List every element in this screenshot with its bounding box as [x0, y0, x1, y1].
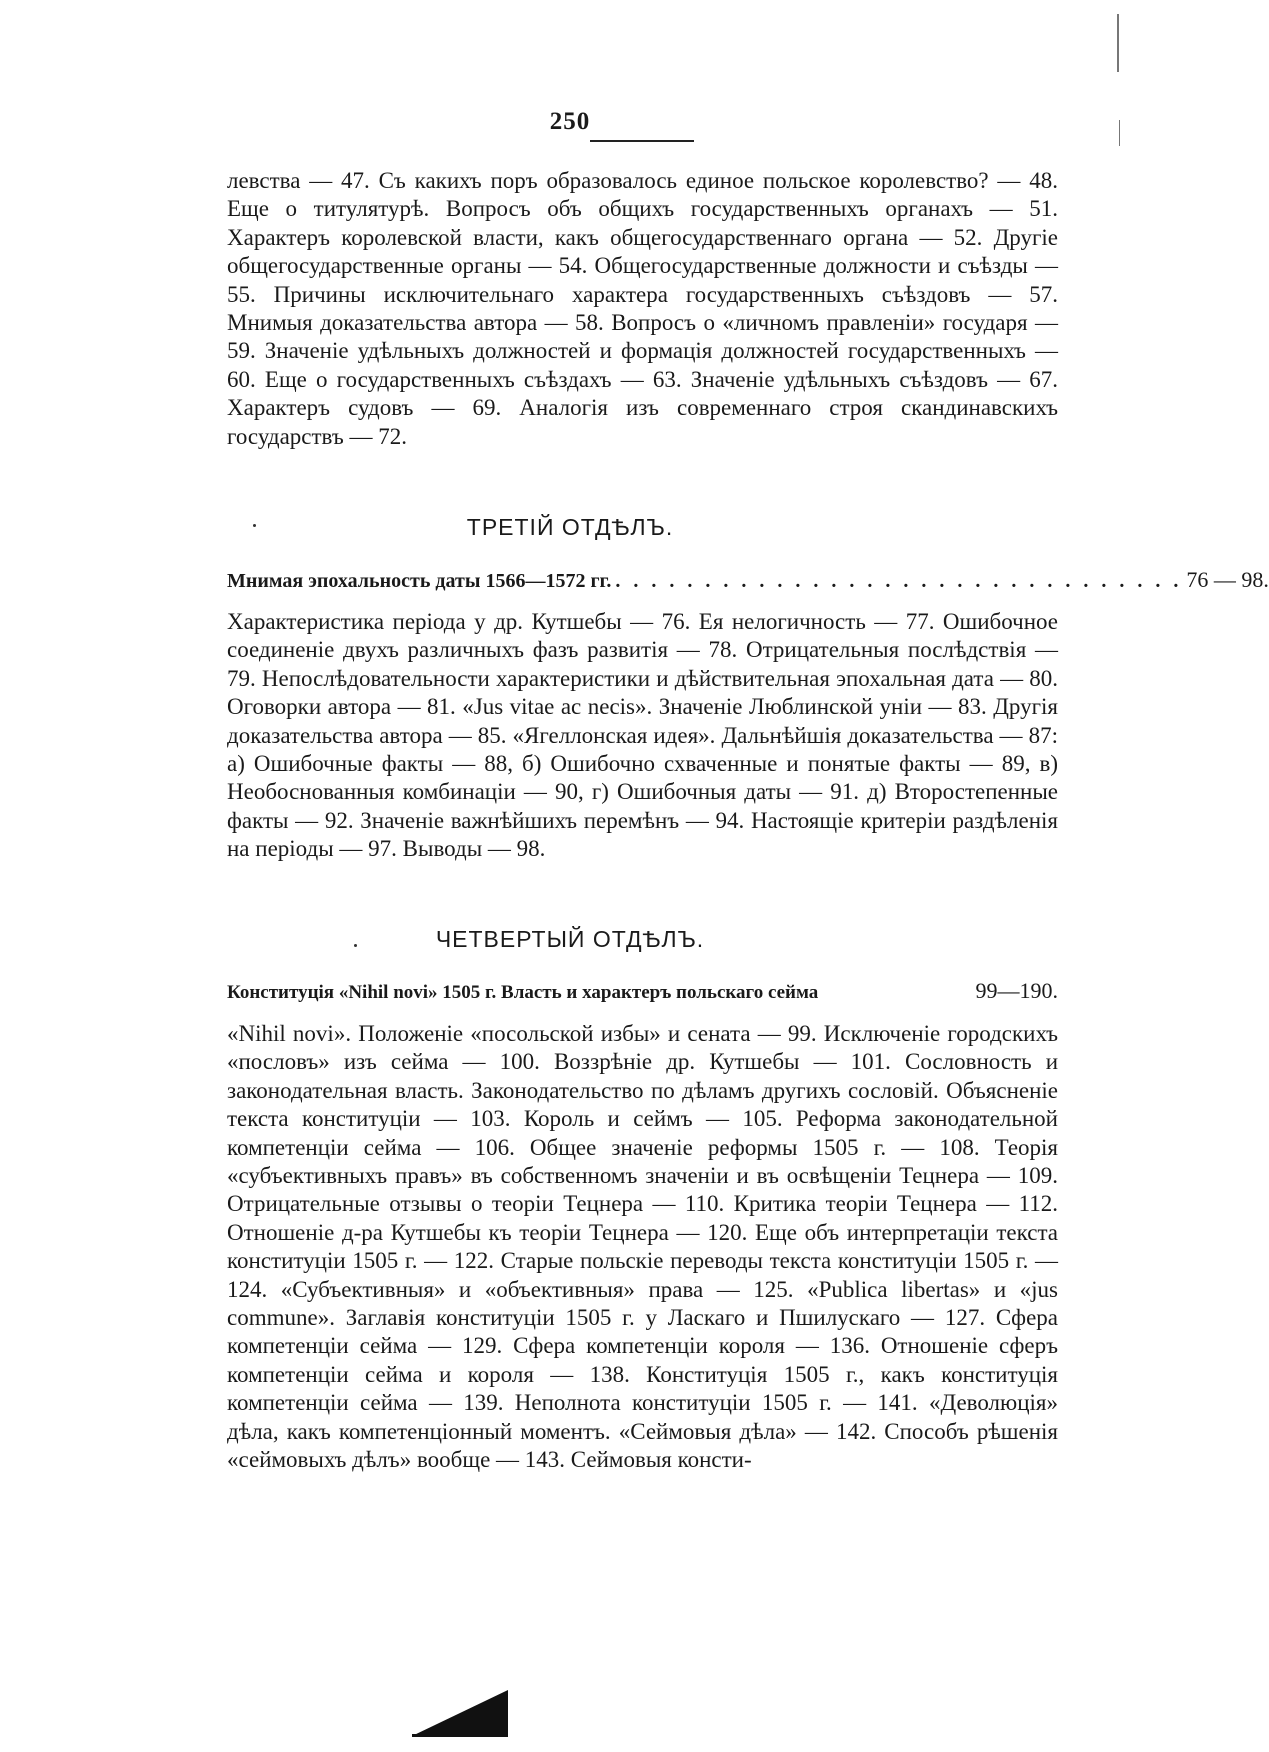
summary-title-fourth: Конституція «Nihil novi» 1505 г. Власть и характеръ польскаго сейма — [227, 982, 819, 1003]
paragraph-section3: Характеристика періода у др. Кутшебы — 76. Ея нелогичность — 77. Ошибочное соединеніе двухъ различныхъ фазъ развитія — 78. Отрицательныя послѣдствія — 79. Непослѣдовательности характеристики и дѣйствительная эпохальная дата — 80. Оговорки автора — 81. «Jus vitae ac necis». Значеніе Люблинской уніи — 83. Другія доказательства автора — 85. «Ягеллонская идея». Дальнѣйшія доказательства — 87: а) Ошибочные факты — 88, б) Ошибочно схваченные и понятые факты — 89, в) Необоснованныя комбинаціи — 90, г) Ошибочныя даты — 91. д) Второстепенные факты — 92. Значеніе важнѣйшихъ перемѣнъ — 94. Настоящіе критеріи раздѣленія на періоды — 97. Выводы — 98. — [227, 609, 1058, 862]
scan-wedge-mark — [412, 1686, 510, 1738]
section-summary-fourth — [227, 978, 1058, 1004]
block-section3 — [227, 608, 1058, 864]
paragraph-section4: «Nihil novi». Положеніе «посольской избы» и сената — 99. Исключеніе городскихъ «пословъ» изъ сейма — 100. Воззрѣніе др. Кутшебы — 101. Сословность и законодательная власть. Законодательство по дѣламъ другихъ сословій. Объясненіе текста конституціи — 103. Король и сеймъ — 105. Реформа законодательной компетенціи сейма — 106. Общее значеніе реформы 1505 г. — 108. Теорія «субъективныхъ правъ» въ собственномъ значеніи и въ освѣщеніи Тецнера — 109. Отрицательные отзывы о теоріи Тецнера — 110. Критика теоріи Тецнера — 112. Отношеніе д-ра Кутшебы къ теоріи Тецнера — 120. Еще объ интерпретаціи текста конституціи 1505 г. — 122. Старые польскіе переводы текста конституціи 1505 г. — 124. «Субъективныя» и «объективныя» права — 125. «Publica libertas» и «jus commune». Заглавія конституціи 1505 г. у Ласкаго и Пшилускаго — 127. Сфера компетенціи сейма — 129. Сфера компетенціи короля — 136. Отношеніе сферъ компетенціи сейма и короля — 138. Конституція 1505 г., какъ конституція компетенціи сейма — 139. Неполнота конституціи 1505 г. — 141. «Деволюція» дѣла, какъ компетенціонный моментъ. «Сеймовыя дѣла» — 142. Способъ рѣшенія «сеймовыхъ дѣлъ» вообще — 143. Сеймовыя консти- — [227, 1021, 1058, 1473]
block1 — [227, 167, 1058, 451]
summary-pages-third: 76 — 98. — [1186, 567, 1269, 592]
summary-title-third: Мнимая эпохальность даты 1566—1572 гг. — [227, 570, 612, 592]
scan-edge-line-top — [1117, 14, 1119, 72]
summary-pages-fourth: 99—190. — [975, 978, 1058, 1003]
page-number: 250 — [549, 108, 591, 135]
paragraph-contents-part2: левства — 47. Съ какихъ поръ образовалось единое польское королевство? — 48. Еще о титулятурѣ. Вопросъ объ общихъ государственныхъ органахъ — 51. Характеръ королевской власти, какъ общегосударственнаго органа — 52. Другіе общегосударственные органы — 54. Общегосударственные должности и съѣзды — 55. Причины исключительнаго характера государственныхъ съѣздовъ — 57. Мнимыя доказательства автора — 58. Вопросъ о «личномъ правленіи» государя — 59. Значеніе удѣльныхъ должностей и формація должностей государственныхъ — 60. Еще о государственныхъ съѣздахъ — 63. Значеніе удѣльныхъ съѣздовъ — 67. Характеръ судовъ — 69. Аналогія изъ современнаго строя скандинавскихъ государствъ — 72. — [227, 168, 1058, 449]
page-number-rule — [590, 140, 694, 142]
section-summary-third — [227, 567, 1269, 593]
section-title-third: ТРЕТІЙ ОТДѢЛЪ. — [466, 514, 674, 540]
section-title-fourth: ЧЕТВЕРТЫЙ ОТДѢЛЪ. — [435, 926, 705, 952]
dot-leader: . . . . . . . . . . . . . . . . . . . . . . . . . . . . . . . . — [615, 570, 1183, 592]
block-section4 — [227, 1020, 1058, 1475]
